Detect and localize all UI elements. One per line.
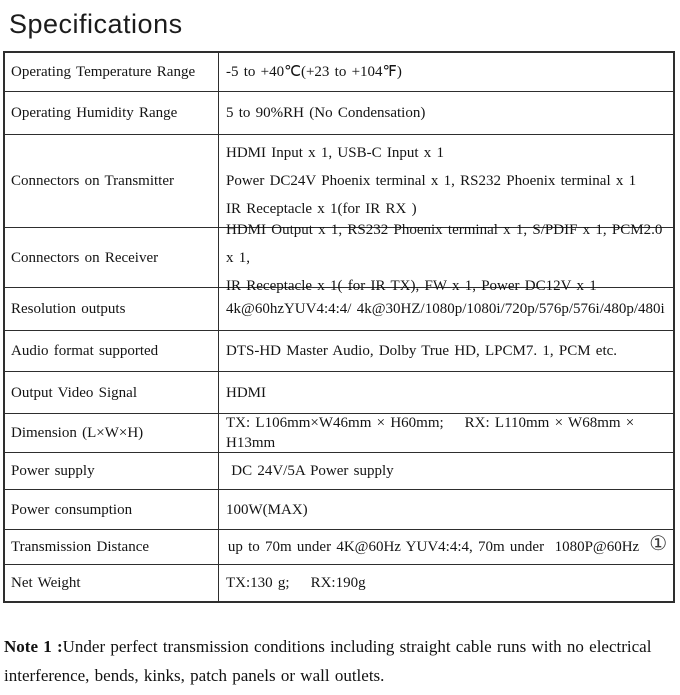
table-row-output-video-signal <box>5 372 673 414</box>
value-line: up to 70m under 4K@60Hz YUV4:4:4, 70m under 1080P@60Hz <box>227 539 640 555</box>
row-label: Transmission Distance <box>11 539 150 555</box>
row-label: Net Weight <box>11 575 81 591</box>
row-label: Power supply <box>11 463 95 479</box>
value-line: TX: L106mm×W46mm × H60mm; RX: L110mm × W68mm × H13mm <box>226 415 640 451</box>
row-value <box>218 565 673 601</box>
table-row-power-consumption <box>5 490 673 530</box>
value-line: HDMI Input x 1, USB-C Input x 1 <box>226 145 445 161</box>
row-value <box>218 490 673 529</box>
circled-one-footnote-marker: ① <box>649 531 668 555</box>
table-row-resolution-outputs <box>5 288 673 331</box>
value-line: HDMI Output x 1, RS232 Phoenix terminal x 1, S/PDIF x 1, PCM2.0 x 1, <box>226 221 668 266</box>
row-value <box>218 53 673 91</box>
value-line: TX:130 g; RX:190g <box>226 575 366 591</box>
table-row-operating-humidity <box>5 92 673 135</box>
row-value <box>218 453 673 489</box>
value-line: DC 24V/5A Power supply <box>226 463 394 479</box>
row-label: Resolution outputs <box>11 301 126 317</box>
row-label: Dimension (L×W×H) <box>11 425 144 441</box>
row-label: Power consumption <box>11 501 133 518</box>
footnote-text: Under perfect transmission conditions including straight cable runs with no electrical interference, bends, kinks, patch panels or wall outlets. <box>4 637 652 685</box>
row-label: Output Video Signal <box>11 384 137 401</box>
row-label: Connectors on Transmitter <box>11 173 174 189</box>
value-line: Power DC24V Phoenix terminal x 1, RS232 Phoenix terminal x 1 <box>226 173 637 189</box>
value-line: 4k@60hzYUV4:4:4/ 4k@30HZ/1080p/1080i/720p/576p/576i/480p/480i <box>226 301 665 317</box>
table-row-net-weight <box>5 565 673 601</box>
row-label: Operating Humidity Range <box>11 105 178 121</box>
row-value <box>218 92 673 134</box>
table-row-audio-format <box>5 331 673 372</box>
row-value <box>218 221 673 294</box>
footnote <box>4 632 676 690</box>
table-row-connectors-receiver <box>5 221 673 294</box>
value-line: IR Receptacle x 1(for IR RX ) <box>226 201 417 217</box>
footnote-prefix: Note 1 : <box>4 637 63 656</box>
value-line: IR Receptacle x 1( for IR TX), FW x 1, Power DC12V x 1 <box>226 277 597 294</box>
table-row-connectors-transmitter <box>5 135 673 228</box>
row-value <box>218 331 673 371</box>
specifications-table <box>3 51 675 603</box>
table-row-power-supply <box>5 453 673 490</box>
page-title: Specifications <box>9 9 183 39</box>
table-row-transmission-distance <box>5 530 673 565</box>
row-value <box>218 135 673 227</box>
value-line: DTS-HD Master Audio, Dolby True HD, LPCM7. 1, PCM etc. <box>226 343 618 359</box>
row-label: Audio format supported <box>11 343 159 359</box>
value-line: 5 to 90%RH (No Condensation) <box>226 105 426 121</box>
table-row-operating-temperature <box>5 53 673 92</box>
row-label: Operating Temperature Range <box>11 64 196 80</box>
row-value <box>218 372 673 413</box>
row-value <box>218 288 673 330</box>
value-line: 100W(MAX) <box>226 501 308 518</box>
row-value <box>218 414 673 452</box>
value-line: HDMI <box>226 384 266 401</box>
table-row-dimension <box>5 414 673 453</box>
row-label: Connectors on Receiver <box>11 249 159 266</box>
value-line: -5 to +40℃(+23 to +104℉) <box>226 64 402 80</box>
row-value <box>218 530 673 564</box>
